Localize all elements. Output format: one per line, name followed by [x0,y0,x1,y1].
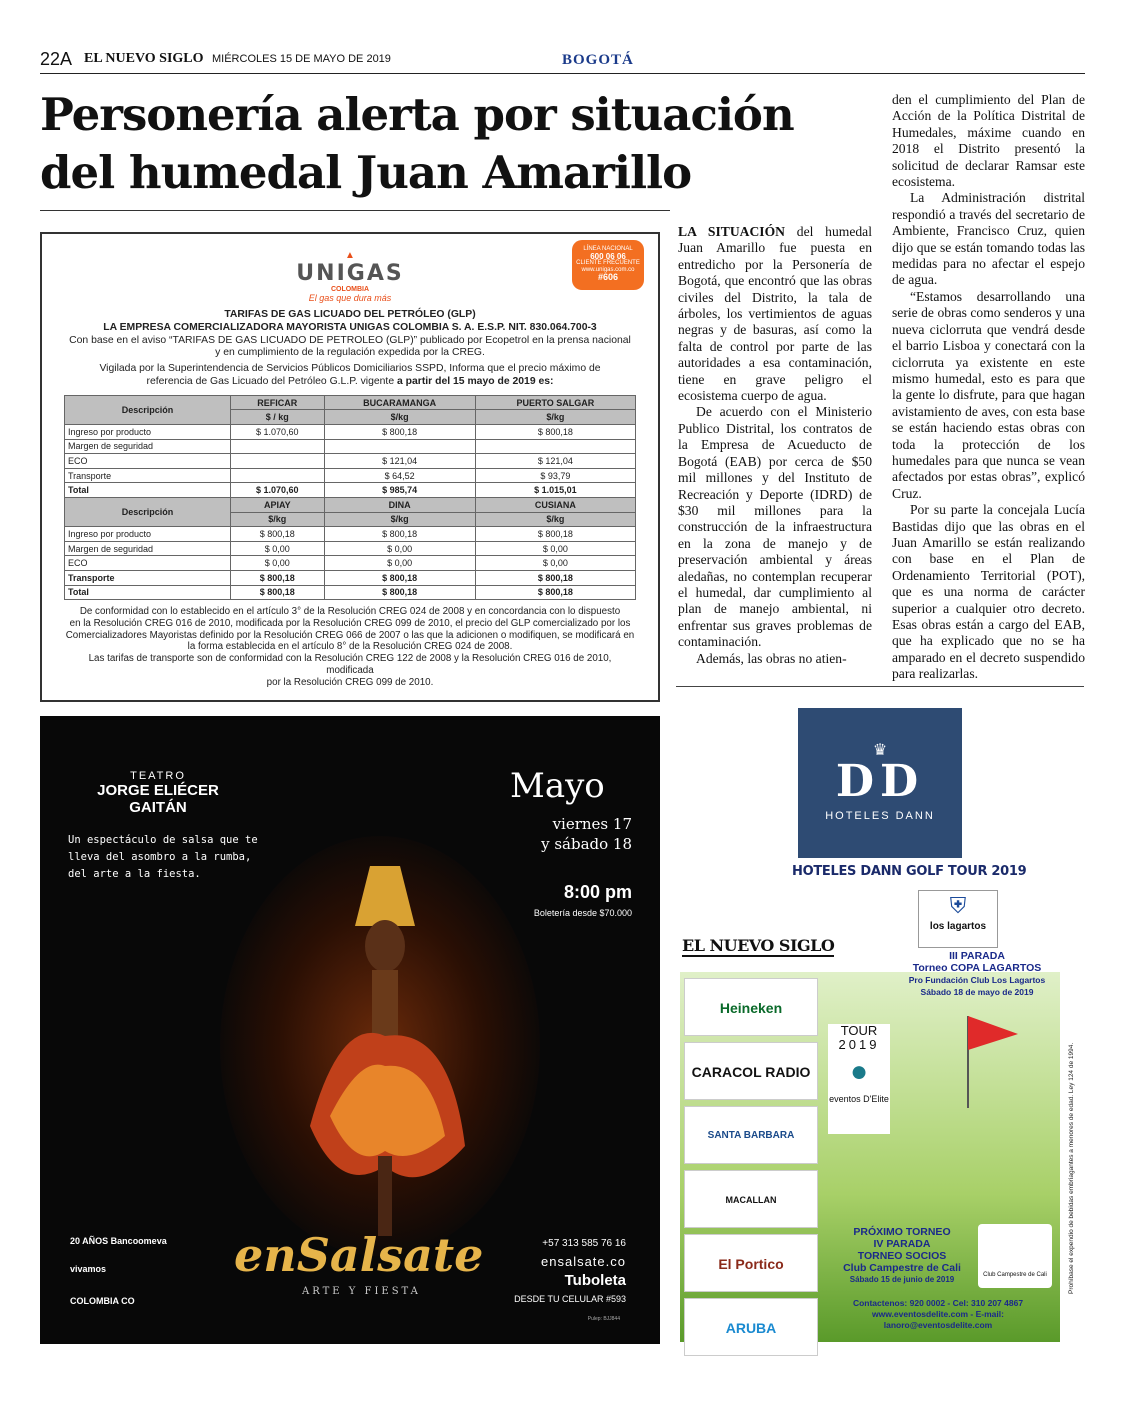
unigas-logo: ▲ UNIGAS COLOMBIA El gas que dura más [64,250,636,303]
sponsor-logo: 20 AÑOS Bancoomeva [70,1236,167,1246]
sponsor-logo: SANTA BARBARA [684,1106,818,1164]
unigas-notice: LÍNEA NACIONAL 600 06 06 CLIENTE FRECUENTE www.unigas.com.co #606 ▲ UNIGAS COLOMBIA El gas que dura más TARIFAS DE GAS LICUADO DEL PETRÓLEO (GLP) LA EMPRESA COMERCIALIZADORA MAYORISTA UNIGAS COLOMBIA S. A. E.S.P. NIT. 830.064.700-3 Con base en el aviso “TARIFAS DE GAS LICUADO DE PETROLEO (GLP)” publicado por Ecopetrol en la prensa nacional y en cumplimiento de la regulación expedida por la CREG. Vigilada por la Superintendencia de Servicios Públicos Domiciliarios SSPD, Informa que el precio máximo de referencia de Gas Licuado del Petróleo G.L.P. vigente a partir del 15 mayo de 2019 es: Descripción REFICAR BUCARAMANGA PUERTO SALGAR $ / kg $/kg $/kg Ingreso por producto $ 1.070,60 $ 800,18 $ 800,18 Margen de seguridad ECO $ 121,04 $ 121,04 Transporte $ 64,52 $ 93,79 Total $ 1.070,60 $ 985,74 $ 1.015,01 Descripción APIAY DINA CUSIANA $/kg $/kg $/kg Ingreso por producto $ 800,18 $ 800,18 $ 800,18 Margen de seguridad $ 0,00 $ 0,00 $ 0,00 ECO $ 0,00 $ 0,00 $ 0,00 Transporte $ 800,18 $ 800,18 $ 800,18 Total $ 800,18 $ 800,18 $ 800,18 De conformidad con lo establecido en el artículo 3° de la Resolución CREG 024 de 2008 y en concordancia con lo dispuesto en la Resolución CREG 016 de 2010, modificada por la Resolución CREG 099 de 2010, el precio del GLP comercializado por los Comercializadores Mayoristas definido por la Resolución CREG 066 de 2007 o las que la adicionen o modifiquen, se modificará en la forma establecida en el artículo 8° de la Resolución CREG 024 de 2008. Las tarifas de transporte son de conformidad con la Resolución CREG 122 de 2008 y la Resolución CREG 016 de 2010, modificada por la Resolución CREG 099 de 2010. [40,232,660,702]
website: ensalsate.co [541,1254,626,1269]
paragraph: Además, las obras no atien- [696,650,847,666]
sponsor-logo: COLOMBIA CO [70,1296,135,1306]
sponsor-logo: El Portico [684,1234,818,1292]
hoteles-dann-logo: ♛ DD HOTELES DANN [798,708,962,858]
divider [40,210,670,211]
club-campestre-logo: Club Campestre de Cali [978,1224,1052,1288]
legal-notice: Prohíbase el expendio de bebidas embriagantes a menores de edad. Ley 124 de 1994. [1068,1042,1075,1294]
headline-line: Personería alerta por situación [40,88,794,141]
paragraph: “Estamos desarrollando una serie de obras como senderos y una nueva ciclorruta que vendrá desde el barrio Lisboa y conectará con la ciclorruta ya existente en este mismo humedal, esto es para que la gente lo disfrute, para que hagan avistamiento de aves, con esta base se están haciendo estas obras con toda la protección de los humedales para que nunca se vean afectados por estas obras”, explicó Cruz. [892,288,1085,501]
shield-icon: ⛨ [949,893,967,918]
table-row: Margen de seguridad $ 0,00 $ 0,00 $ 0,00 [65,541,636,556]
notice-company: LA EMPRESA COMERCIALIZADORA MAYORISTA UNIGAS COLOMBIA S. A. E.S.P. NIT. 830.064.700-3 [103,321,597,333]
paper-logo: EL NUEVO SIGLO [682,936,835,955]
page-number: 22A [40,49,73,69]
crown-icon: ♛ [872,742,888,759]
table-row: Ingreso por producto $ 800,18 $ 800,18 $ 800,18 [65,527,636,542]
sponsor-logo: MACALLAN [684,1170,818,1228]
paragraph: Por su parte la concejala Lucía Bastidas dijo que las obras en el Juan Amarillo se están realizando con base en el Plan de Ordenamiento Territorial (POT), que es una norma de carácter superior a cualquier otro decreto. Esas obras están a cargo del EAB, que ha explicado que no se ha amparado en el decreto suspendido para realizarlas. [892,502,1085,682]
ticket-vendor: Tuboleta [564,1272,626,1289]
issue-date: MIÉRCOLES 15 DE MAYO DE 2019 [212,53,391,65]
pulep-code: Pulep: BJJ844 [587,1316,620,1322]
golf-flag-icon [962,1012,1022,1112]
contact-info: Contactenos: 920 0002 - Cel: 310 207 4867 www.eventosdelite.com - E-mail: lanoro@eventosdelite.com [852,1298,1024,1330]
paragraph: LA SITUACIÓN del humedal Juan Amarillo fue puesta en entredicho por la Personería de Bogotá, que encontró que las obras civiles del Distrito, la tala de árboles, los vertimientos de aguas negras y de basuras, así como la falta de control por parte de las autoridades a esa contaminación, tiene en grave peligro el ecosistema cuerpo de agua. [678,224,872,404]
ticket-price: Boletería desde $70.000 [533,908,632,918]
page-header [40,46,1085,74]
sponsor-logo: ARUBA [684,1298,818,1356]
ensalsate-ad [40,716,660,1344]
sponsor-logo: CARACOL RADIO [684,1042,818,1100]
dancer-illustration [300,866,470,1246]
table-row: ECO $ 121,04 $ 121,04 [65,454,636,469]
paragraph: De acuerdo con el Ministerio Publico Distrital, los contratos de la Empresa de Acueducto de Bogotá (EAB) por cerca de $50 mil millones y del Instituto de Recreación y Deporte (IDRD) de $30 mil millones para la construcción de la infraestructura en la zona de manejo y de preservación ambiental y áreas aledañas, no contemplan recuperar el humedal, dar cumplimiento al plan de manejo ambiental, ni enfrentar sus graves problemas de contaminación. [678,404,872,650]
event-days: viernes 17 y sábado 18 [541,815,632,853]
tour-2019-logo: TOUR 2019 ● eventos D'Elite [828,1024,890,1134]
golf-ball-icon: ● [849,1055,869,1088]
show-subtitle: ARTE Y FIESTA [302,1286,421,1297]
table-row: ECO $ 0,00 $ 0,00 $ 0,00 [65,556,636,571]
sponsor-logo: Heineken [684,978,818,1036]
table-row: Transporte $ 800,18 $ 800,18 $ 800,18 [65,570,636,585]
tour-title: HOTELES DANN GOLF TOUR 2019 [792,864,1027,879]
mobile-code: DESDE TU CELULAR #593 [514,1294,626,1304]
column-divider [676,686,1084,687]
event-month: Mayo [510,766,605,806]
table-row: Transporte $ 64,52 $ 93,79 [65,468,636,483]
table-row: Total $ 1.070,60 $ 985,74 $ 1.015,01 [65,483,636,498]
show-description: Un espectáculo de salsa que te lleva del asombro a la rumba, del arte a la fiesta. [68,834,258,880]
table-row: Ingreso por producto $ 1.070,60 $ 800,18 $ 800,18 [65,424,636,439]
headline-line: del humedal Juan Amarillo [40,146,692,199]
table-row: Margen de seguridad [65,439,636,454]
next-tournament: PRÓXIMO TORNEO IV PARADA TORNEO SOCIOS Club Campestre de Cali Sábado 15 de junio de 2019 [843,1226,961,1284]
flame-icon: ▲ [345,250,355,261]
phone: +57 313 585 76 16 [542,1238,626,1249]
sponsor-logos [684,978,818,1362]
headline [40,86,860,202]
show-title: enSalsate [234,1228,484,1282]
paragraph: La Administración distrital respondió a través del secretario de Ambiente, Francisco Cruz, quien dijo que se están tomando todas las medidas para no afectar el espejo de agua. [892,190,1085,288]
notice-footer: De conformidad con lo establecido en el artículo 3° de la Resolución CREG 024 de 2008 y en concordancia con lo dispuesto en la Resolución CREG 016 de 2010, modificada por la Resolución CREG 099 de 2010, el precio del GLP comercializado por los Comercializadores Mayoristas definido por la Resolución CREG 066 de 2007 o las que la adicionen o modifiquen, se modificará en la forma establecida en el artículo 8° de la Resolución CREG 024 de 2008. Las tarifas de transporte son de conformidad con la Resolución CREG 122 de 2008 y la Resolución CREG 016 de 2010, modificada por la Resolución CREG 099 de 2010. [65,606,635,688]
sponsor-logo: vivamos [70,1264,107,1274]
tournament-info: III PARADA Torneo COPA LAGARTOS Pro Fundación Club Los Lagartos Sábado 18 de mayo de 2019 [908,950,1046,997]
article-column-2 [892,92,1085,683]
golf-tour-ad [678,694,1084,1344]
section-name: BOGOTÁ [562,52,634,68]
theater-logo: TEATRO JORGE ELIÉCER GAITÁN [97,770,219,816]
paragraph: den el cumplimiento del Plan de Acción de la Política Distrital de Humedales, máxime cuando en 2018 el Distrito presentó la solicitud de declarar Ramsar este ecosistema. [892,92,1085,190]
article-column-1 [678,224,872,667]
event-time: 8:00 pm [563,882,632,902]
table-row: Total $ 800,18 $ 800,18 $ 800,18 [65,585,636,600]
call-badge: LÍNEA NACIONAL 600 06 06 CLIENTE FRECUENTE www.unigas.com.co #606 [572,240,644,290]
tariff-table-1: Descripción REFICAR BUCARAMANGA PUERTO SALGAR $ / kg $/kg $/kg Ingreso por producto $ 1.070,60 $ 800,18 $ 800,18 Margen de seguridad ECO $ 121,04 $ 121,04 Transporte $ 64,52 $ 93,79 Total $ 1.070,60 $ 985,74 $ 1.015,01 Descripción APIAY DINA CUSIANA $/kg $/kg $/kg Ingreso por producto $ 800,18 $ 800,18 $ 800,18 Margen de seguridad $ 0,00 $ 0,00 $ 0,00 ECO $ 0,00 $ 0,00 $ 0,00 Transporte $ 800,18 $ 800,18 $ 800,18 Total $ 800,18 $ 800,18 $ 800,18 [64,395,636,600]
notice-title: TARIFAS DE GAS LICUADO DEL PETRÓLEO (GLP) [224,309,476,320]
paper-name: EL NUEVO SIGLO [84,51,204,66]
los-lagartos-logo: ⛨ los lagartos [918,890,998,948]
